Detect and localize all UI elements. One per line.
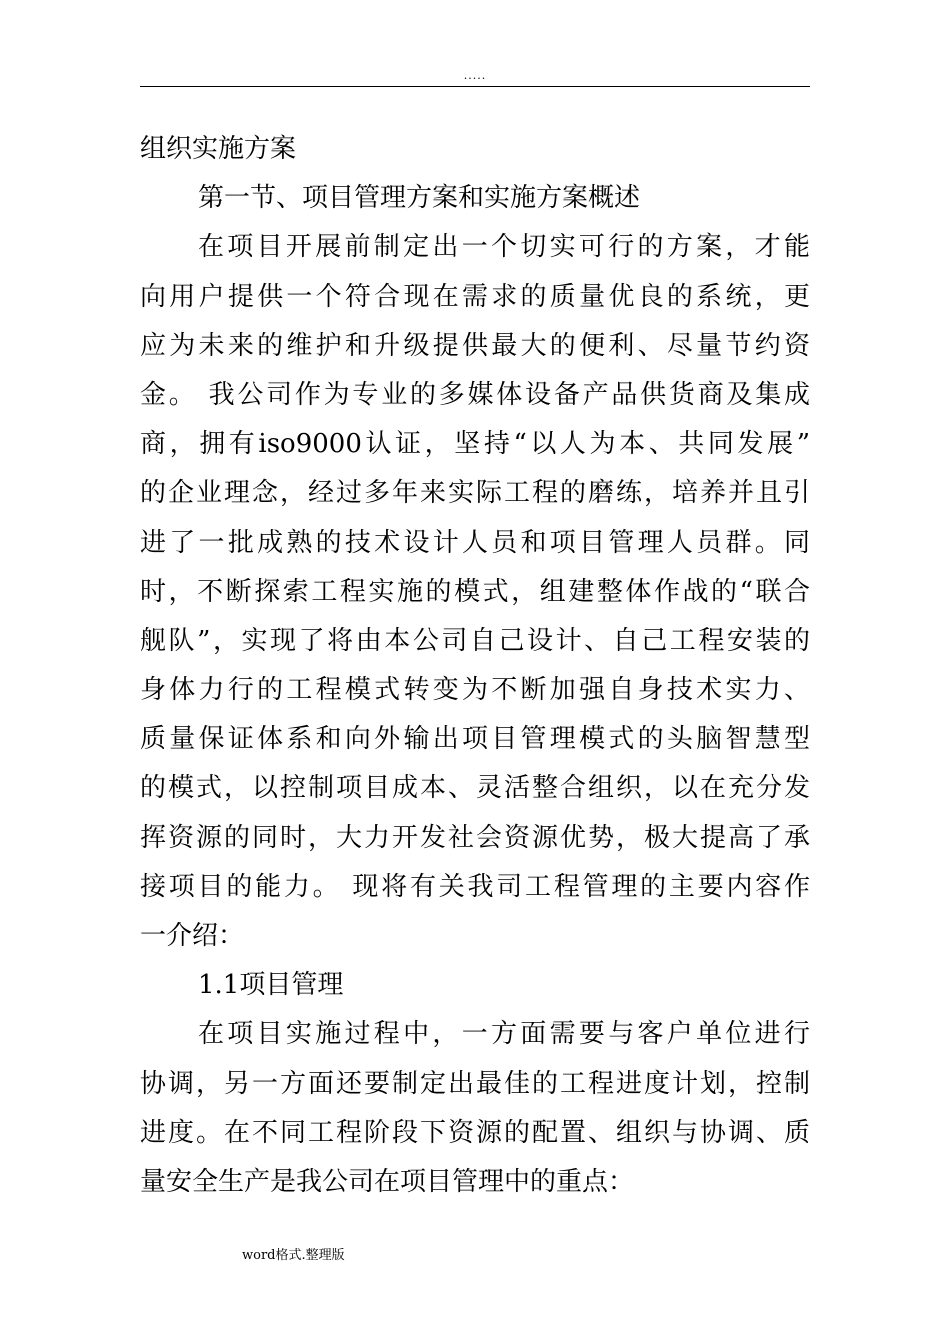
paragraph-1-line: 进了一批成熟的技术设计人员和项目管理人员群。同 [140, 527, 810, 558]
paragraph-1-line: 挥资源的同时，大力开发社会资源优势，极大提高了承 [140, 822, 810, 853]
paragraph-1-line: 身体力行的工程模式转变为不断加强自身技术实力、 [140, 675, 810, 706]
paragraph-1-line: 质量保证体系和向外输出项目管理模式的头脑智慧型 [140, 724, 810, 755]
header-rule [140, 86, 810, 87]
paragraph-1-line: 舰队”，实现了将由本公司自己设计、自己工程安装的 [140, 625, 810, 656]
header-mark: ..... [463, 69, 487, 82]
paragraph-1-line: 商，拥有iso9000认证，坚持“以人为本、共同发展” [140, 429, 810, 460]
paragraph-2-line: 量安全生产是我公司在项目管理中的重点： [140, 1166, 635, 1197]
section-heading: 第一节、项目管理方案和实施方案概述 [198, 183, 641, 214]
paragraph-1-line: 在项目开展前制定出一个切实可行的方案，才能 [198, 232, 810, 263]
paragraph-1-line: 金。 我公司作为专业的多媒体设备产品供货商及集成 [140, 379, 810, 410]
document-title: 组织实施方案 [140, 134, 297, 164]
paragraph-2-line: 在项目实施过程中，一方面需要与客户单位进行 [198, 1019, 810, 1050]
paragraph-1-line: 的模式，以控制项目成本、灵活整合组织，以在充分发 [140, 773, 810, 804]
subsection-heading: 1.1项目管理 [198, 970, 344, 1001]
paragraph-1-line: 接项目的能力。 现将有关我司工程管理的主要内容作 [140, 871, 810, 902]
paragraph-1-line: 应为未来的维护和升级提供最大的便利、尽量节约资 [140, 330, 810, 361]
paragraph-2-line: 进度。在不同工程阶段下资源的配置、组织与协调、质 [140, 1117, 810, 1148]
paragraph-1-line: 的企业理念，经过多年来实际工程的磨练，培养并且引 [140, 478, 810, 509]
paragraph-2-line: 协调，另一方面还要制定出最佳的工程进度计划，控制 [140, 1068, 810, 1099]
paragraph-1-line: 一介绍： [140, 921, 245, 951]
paragraph-1-line: 时，不断探索工程实施的模式，组建整体作战的“联合 [140, 576, 810, 607]
document-body [140, 125, 810, 1207]
paragraph-1-line: 向用户提供一个符合现在需求的质量优良的系统，更 [140, 281, 810, 312]
footer-text: word格式.整理版 [242, 1248, 345, 1263]
